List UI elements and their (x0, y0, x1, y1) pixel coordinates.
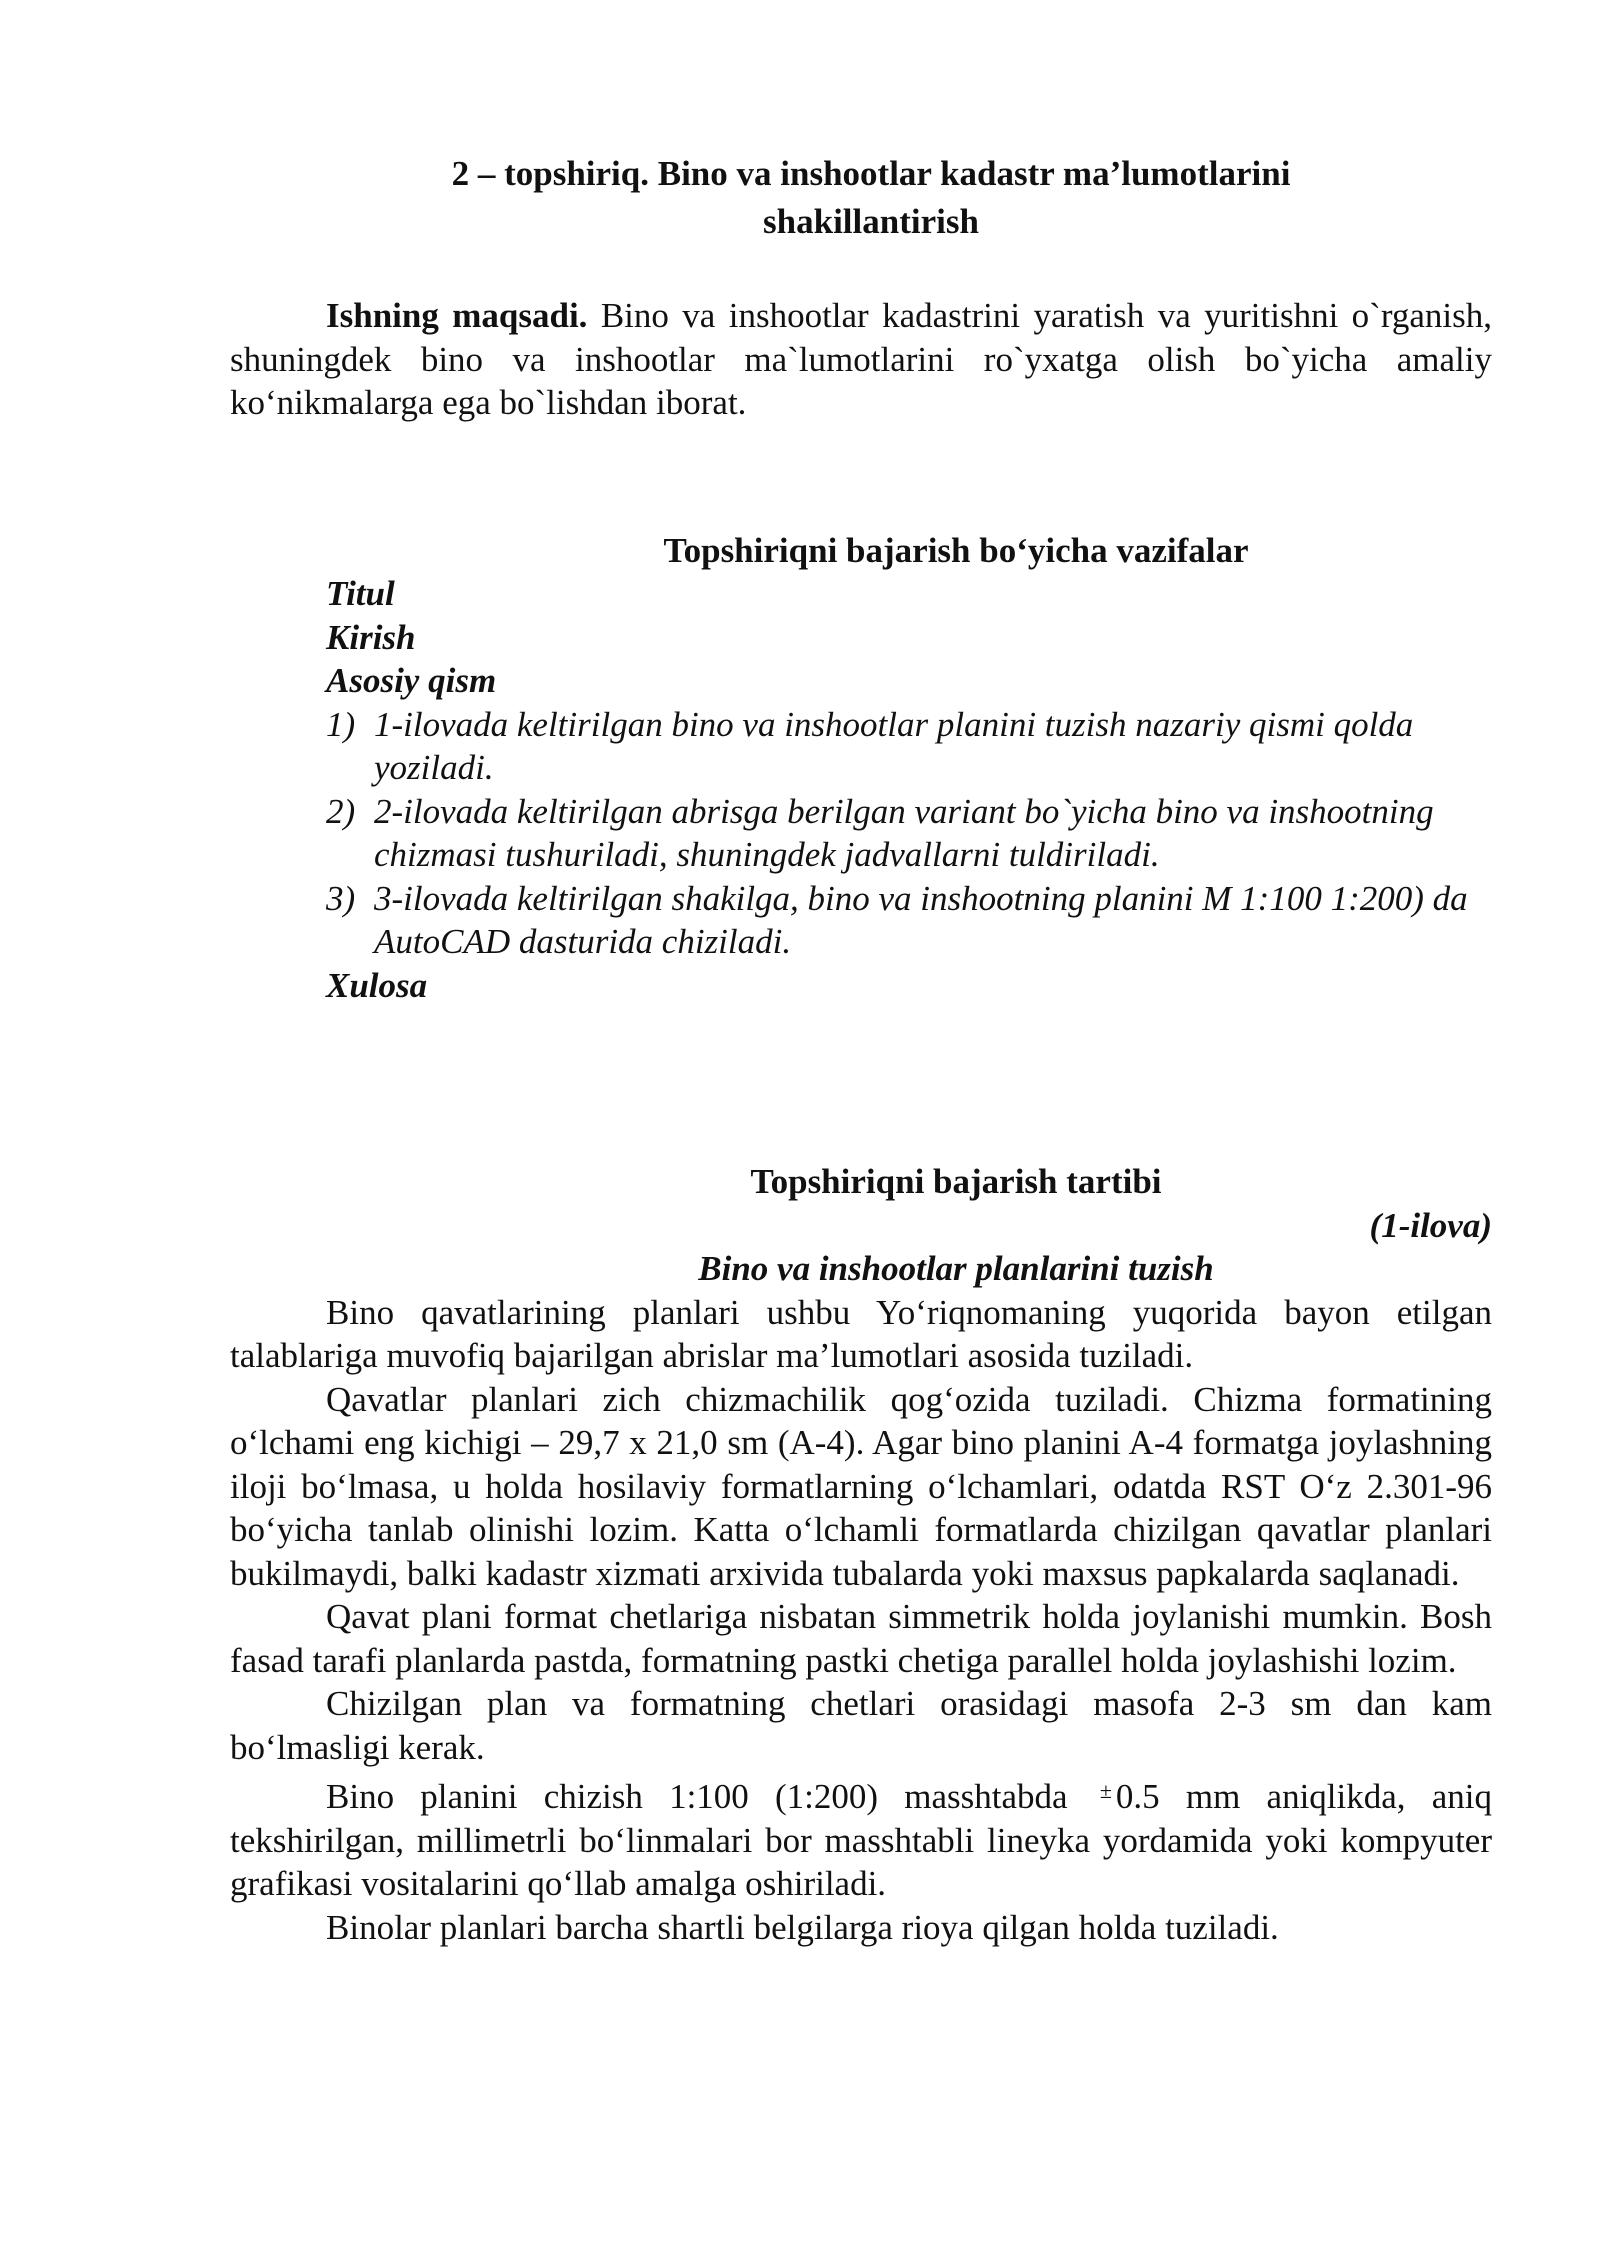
task-item (326, 703, 1492, 790)
task-item-text: 2-ilovada keltirilgan abrisga berilgan variant bo`yicha bino va inshootning chizmasi tushuriladi, shuningdek jadvallarni tuldiriladi. (374, 791, 1434, 874)
tasks-list (326, 572, 1492, 1007)
goal-text: Bino va inshootlar kadastrini yaratish va yuritishni o`rganish, shuningdek bino va inshootlar ma`lumotlarini ro`yxatga olish bo`yicha amaliy ko‘nikmalarga ega bo`lishdan iborat. (230, 296, 1492, 422)
goal-label: Ishning maqsadi. (326, 296, 588, 335)
body-paragraph-2: Qavatlar planlari zich chizmachilik qog‘ozida tuziladi. Chizma formatining o‘lchami eng kichigi – 29,7 x 21,0 sm (A-4). Agar bino planini A-4 formatga joylashning iloji bo‘lmasa, u holda hosilaviy formatlarning o‘lchamlari, odatda RST O‘z 2.301-96 bo‘yicha tanlab olinishi lozim. Katta o‘lchamli formatlarda chizilgan qavatlar planlari bukilmaydi, balki kadastr xizmati arxivida tubalarda yoki maxsus papkalarda saqlanadi. (230, 1379, 1492, 1593)
appendix-label: (1-ilova) (1369, 1205, 1492, 1245)
body-paragraph-5-end: 0.5 mm aniqlikda, aniq tekshirilgan, millimetrli bo‘linmalari bor masshtabli lineyka yordamida yoki kompyuter grafikasi vositalarini qo‘llab amalga oshiriladi. (230, 1777, 1493, 1903)
task-item-text: 1-ilovada keltirilgan bino va inshootlar planini tuzish nazariy qismi qolda yoziladi. (374, 704, 1414, 787)
body-paragraph-4: Chizilgan plan va formatning chetlari orasidagi masofa 2-3 sm dan kam bo‘lmasligi kerak. (230, 1684, 1492, 1767)
body-paragraph-5 (230, 1769, 1492, 1906)
body-paragraph-6: Binolar planlari barcha shartli belgilarga rioya qilgan holda tuziladi. (326, 1907, 1279, 1947)
body-paragraph-5-start: Bino planini chizish 1:100 (1:200) masshtabda (326, 1777, 1094, 1816)
plus-minus-sign: ± (1099, 1778, 1112, 1803)
body-paragraph-1: Bino qavatlarining planlari ushbu Yo‘riqnomaning yuqorida bayon etilgan talablariga muvofiq bajarilgan abrislar ma’lumotlari asosida tuziladi. (230, 1292, 1492, 1375)
task-item-number: 1) (326, 704, 356, 744)
task-items (326, 703, 1492, 964)
document-title (230, 150, 1492, 246)
body-paragraph-3: Qavat plani format chetlariga nisbatan simmetrik holda joylanishi mumkin. Bosh fasad tarafi planlarda pastda, formatning pastki chetiga parallel holda joylashishi lozim. (230, 1597, 1492, 1680)
order-subheading: Bino va inshootlar planlarini tuzish (698, 1249, 1214, 1288)
task-xulosa: Xulosa (326, 965, 428, 1005)
task-item-text: 3-ilovada keltirilgan shakilga, bino va inshootning planini M 1:100 1:200) da AutoCAD dasturida chiziladi. (374, 878, 1468, 961)
document-title-line-1: 2 – topshiriq. Bino va inshootlar kadastr ma’lumotlarini (451, 154, 1291, 193)
task-asosiy-qism: Asosiy qism (326, 661, 497, 700)
task-kirish: Kirish (326, 617, 416, 657)
task-item-number: 2) (326, 791, 356, 831)
task-item (326, 790, 1492, 877)
document-page (230, 150, 1492, 1949)
goal-paragraph (230, 294, 1492, 425)
task-titul: Titul (326, 574, 395, 613)
tasks-heading: Topshiriqni bajarish bo‘yicha vazifalar (663, 530, 1249, 570)
document-title-line-2: shakillantirish (763, 202, 979, 241)
task-item-number: 3) (326, 878, 356, 918)
task-item (326, 877, 1492, 964)
order-heading: Topshiriqni bajarish tartibi (750, 1162, 1162, 1201)
